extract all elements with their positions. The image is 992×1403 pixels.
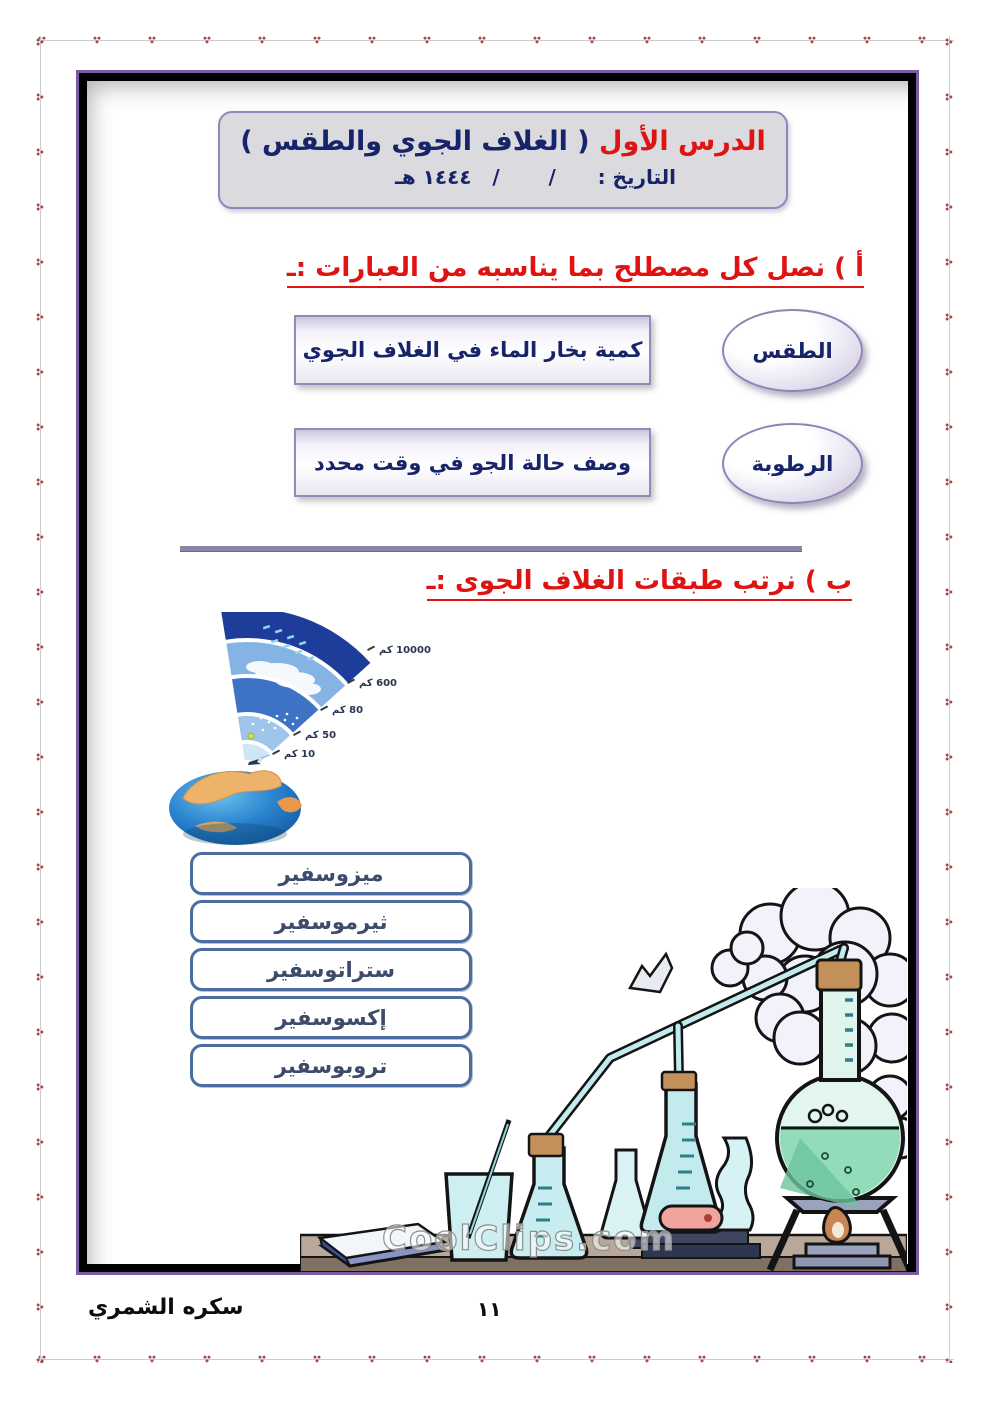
decorative-border-right: [945, 36, 954, 1363]
altitude-label-50km: 50 كم: [294, 730, 336, 741]
section-b-heading: ب ) نرتب طبقات الغلاف الجوى :ـ: [427, 566, 852, 601]
altitude-label-10000km: 10000 كم: [368, 645, 431, 656]
lesson-topic: ( الغلاف الجوي والطقس ): [240, 126, 590, 157]
date-line: التاريخ : / / ١٤٤٤ هـ: [395, 165, 676, 189]
term-oval-weather: الطقس: [722, 309, 863, 392]
layer-option-exosphere: إكسوسفير: [190, 996, 472, 1039]
statement-box-2: وصف حالة الجو في وقت محدد: [294, 428, 651, 497]
title-box: [218, 111, 788, 209]
layer-option-mesosphere: ميزوسفير: [190, 852, 472, 895]
altitude-label-80km: 80 كم: [321, 705, 363, 716]
section-a-heading: أ ) نصل كل مصطلح بما يناسبه من العبارات :ـ: [287, 253, 864, 288]
decorative-border-bottom: [36, 1355, 954, 1364]
layer-option-thermosphere: ثيرموسفير: [190, 900, 472, 943]
decorative-border-left: [36, 36, 45, 1363]
earth-globe: [169, 771, 302, 845]
lesson-label: الدرس الأول: [599, 126, 766, 157]
section-divider: [180, 546, 802, 552]
chemistry-clipart: [300, 888, 907, 1272]
watermark-text: CoolClips.com: [382, 1219, 677, 1259]
decorative-border-top: [36, 36, 954, 45]
altitude-label-600km: 600 كم: [348, 678, 397, 689]
footer-author: سكره الشمري: [88, 1295, 244, 1320]
term-oval-humidity: الرطوبة: [722, 423, 863, 504]
page-number: ١١: [477, 1297, 502, 1321]
layer-option-stratosphere: ستراتوسفير: [190, 948, 472, 991]
altitude-label-10km: 10 كم: [273, 749, 315, 760]
statement-box-1: كمية بخار الماء في الغلاف الجوي: [294, 315, 651, 385]
layer-option-troposphere: تروبوسفير: [190, 1044, 472, 1087]
clamp-bird: [630, 954, 672, 992]
atmosphere-diagram: [165, 612, 455, 860]
lesson-title-line: [220, 126, 786, 157]
